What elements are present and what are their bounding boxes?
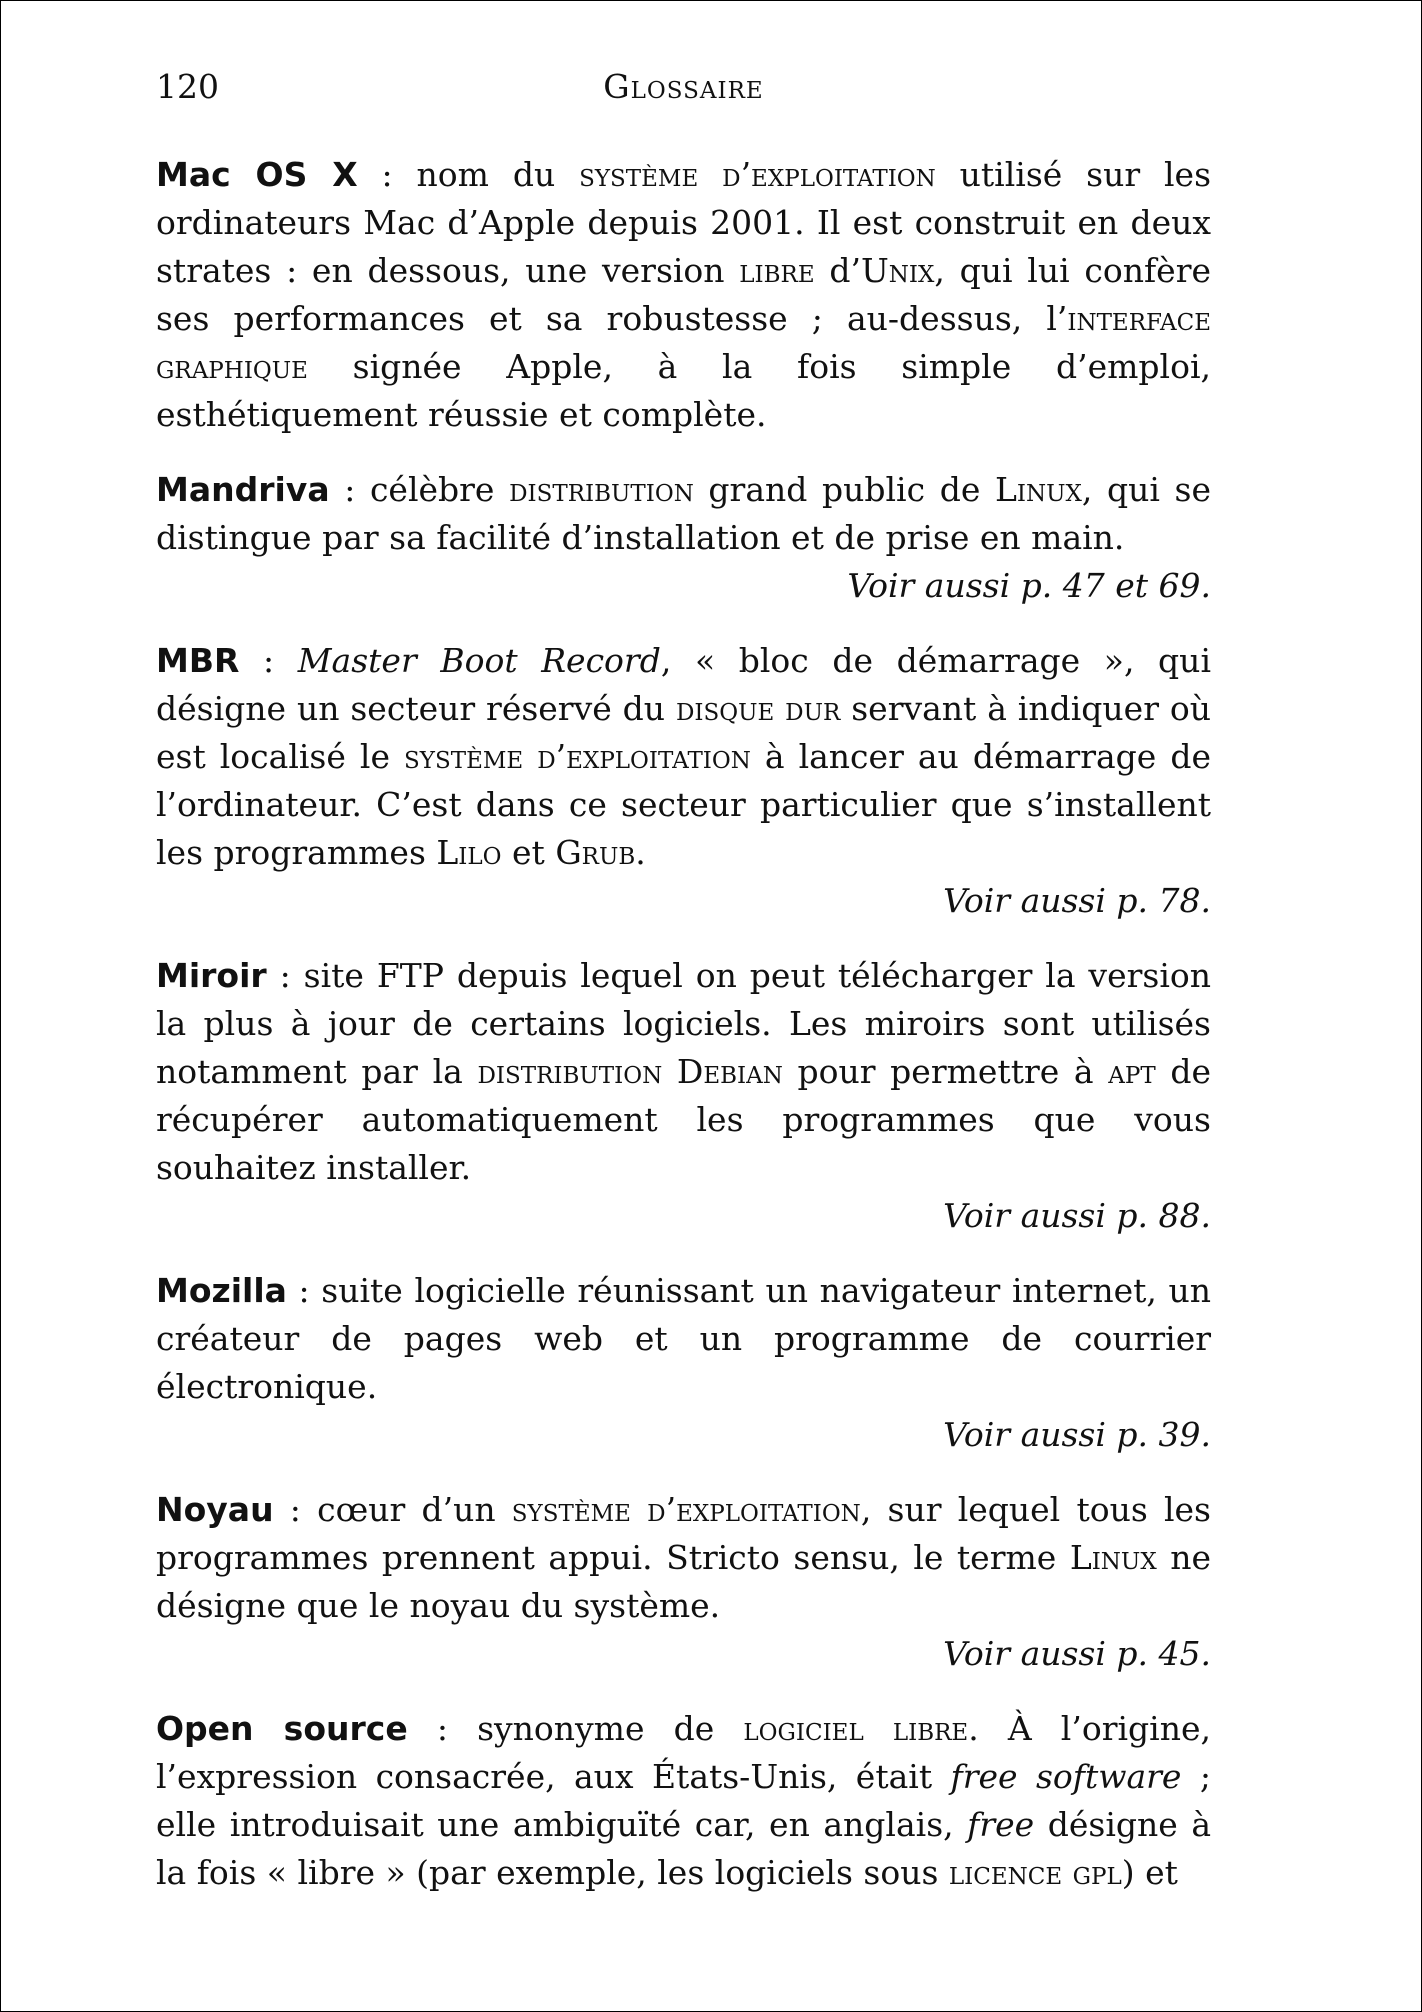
entry-definition xyxy=(156,1705,1211,1897)
cross-reference: logiciel libre xyxy=(743,1709,969,1748)
definition-text: : nom du xyxy=(357,155,580,194)
cross-reference: Debian xyxy=(676,1052,783,1091)
emphasis: free xyxy=(967,1805,1035,1844)
cross-reference: apt xyxy=(1108,1052,1156,1091)
definition-text: . À l’origine, l’expression consacrée, aux États-Unis, était xyxy=(156,1709,1211,1796)
cross-reference: système d’exploitation xyxy=(511,1490,861,1529)
glossary-entry xyxy=(156,1267,1211,1459)
running-head: Glossaire xyxy=(603,67,764,106)
definition-text: ne désigne que le noyau du système. xyxy=(156,1538,1211,1625)
see-also: Voir aussi p. 45. xyxy=(943,1634,1211,1673)
glossary-entry xyxy=(156,1486,1211,1678)
definition-text xyxy=(662,1052,677,1091)
glossary-entry xyxy=(156,637,1211,925)
cross-reference: Unix xyxy=(861,251,935,290)
glossary-entry xyxy=(156,466,1211,610)
entry-definition xyxy=(156,952,1211,1192)
cross-reference: licence gpl xyxy=(948,1853,1122,1892)
definition-text: : célèbre xyxy=(329,470,510,509)
definition-text: ) et xyxy=(1121,1853,1178,1892)
entry-term: Mandriva xyxy=(156,470,330,509)
entry-definition xyxy=(156,1486,1211,1630)
cross-reference: Linux xyxy=(994,470,1082,509)
entry-definition xyxy=(156,466,1211,562)
definition-text: : xyxy=(239,641,298,680)
definition-text: et xyxy=(501,833,556,872)
cross-reference: Lilo xyxy=(436,833,502,872)
definition-text: désigne à la fois « libre » (par exemple, les logiciels sous xyxy=(156,1805,1211,1892)
see-also: Voir aussi p. 78. xyxy=(943,881,1211,920)
definition-text: d’ xyxy=(814,251,861,290)
emphasis: free software xyxy=(950,1757,1182,1796)
entry-definition xyxy=(156,637,1211,877)
entry-term: Open source xyxy=(156,1709,408,1748)
entry-term: Noyau xyxy=(156,1490,274,1529)
definition-text: : synonyme de xyxy=(407,1709,744,1748)
definition-text: , sur lequel tous les programmes prennent appui. Stricto sensu, le terme xyxy=(156,1490,1211,1577)
definition-text: . xyxy=(635,833,646,872)
definition-text: ; elle introduisait une ambiguïté car, en anglais, xyxy=(156,1757,1212,1844)
cross-reference: Grub xyxy=(555,833,636,872)
definition-text: signée Apple, à la fois simple d’emploi, esthétiquement réussie et complète. xyxy=(156,347,1211,434)
glossary-entry xyxy=(156,952,1211,1240)
cross-reference: distribution xyxy=(509,470,694,509)
definition-text: de récupérer automatiquement les programmes que vous souhaitez installer. xyxy=(156,1052,1211,1187)
cross-reference: Linux xyxy=(1069,1538,1157,1577)
cross-reference: interface graphique xyxy=(156,299,1211,386)
definition-text: grand public de xyxy=(693,470,995,509)
definition-text: , qui lui confère ses performances et sa robustesse ; au-dessus, l’ xyxy=(156,251,1212,338)
glossary-entry xyxy=(156,1705,1211,1897)
definition-text: servant à indiquer où est localisé le xyxy=(156,689,1211,776)
entry-term: Mozilla xyxy=(156,1271,287,1310)
entry-term: MBR xyxy=(156,641,240,680)
glossary-content xyxy=(156,151,1211,1924)
definition-text: : suite logicielle réunissant un navigateur internet, un créateur de pages web et un programme de courrier électronique. xyxy=(156,1271,1211,1406)
definition-text: , « bloc de démarrage », qui désigne un secteur réservé du xyxy=(156,641,1211,728)
entry-term: Mac OS X xyxy=(156,155,358,194)
definition-text: , qui se distingue par sa facilité d’installation et de prise en main. xyxy=(156,470,1211,557)
glossary-entry xyxy=(156,151,1211,439)
emphasis: Master Boot Record xyxy=(297,641,661,680)
definition-text: à lancer au démarrage de l’ordinateur. C’est dans ce secteur particulier que s’installent les programmes xyxy=(156,737,1211,872)
entry-term: Miroir xyxy=(156,956,267,995)
definition-text: : cœur d’un xyxy=(273,1490,512,1529)
entry-definition xyxy=(156,1267,1211,1411)
definition-text: : site FTP depuis lequel on peut télécharger la version la plus à jour de certains logiciels. Les miroirs sont utilisés notamment par la xyxy=(156,956,1211,1091)
cross-reference: système d’exploitation xyxy=(579,155,936,194)
see-also: Voir aussi p. 47 et 69. xyxy=(847,566,1211,605)
page-number: 120 xyxy=(156,67,219,106)
cross-reference: système d’exploitation xyxy=(404,737,751,776)
see-also: Voir aussi p. 88. xyxy=(943,1196,1211,1235)
cross-reference: libre xyxy=(739,251,815,290)
cross-reference: disque dur xyxy=(675,689,841,728)
definition-text: pour permettre à xyxy=(782,1052,1109,1091)
page-header xyxy=(156,67,1211,117)
definition-text: utilisé sur les ordinateurs Mac d’Apple depuis 2001. Il est construit en deux strates : en dessous, une version xyxy=(156,155,1212,290)
see-also: Voir aussi p. 39. xyxy=(943,1415,1211,1454)
entry-definition xyxy=(156,151,1211,439)
cross-reference: distribution xyxy=(477,1052,663,1091)
